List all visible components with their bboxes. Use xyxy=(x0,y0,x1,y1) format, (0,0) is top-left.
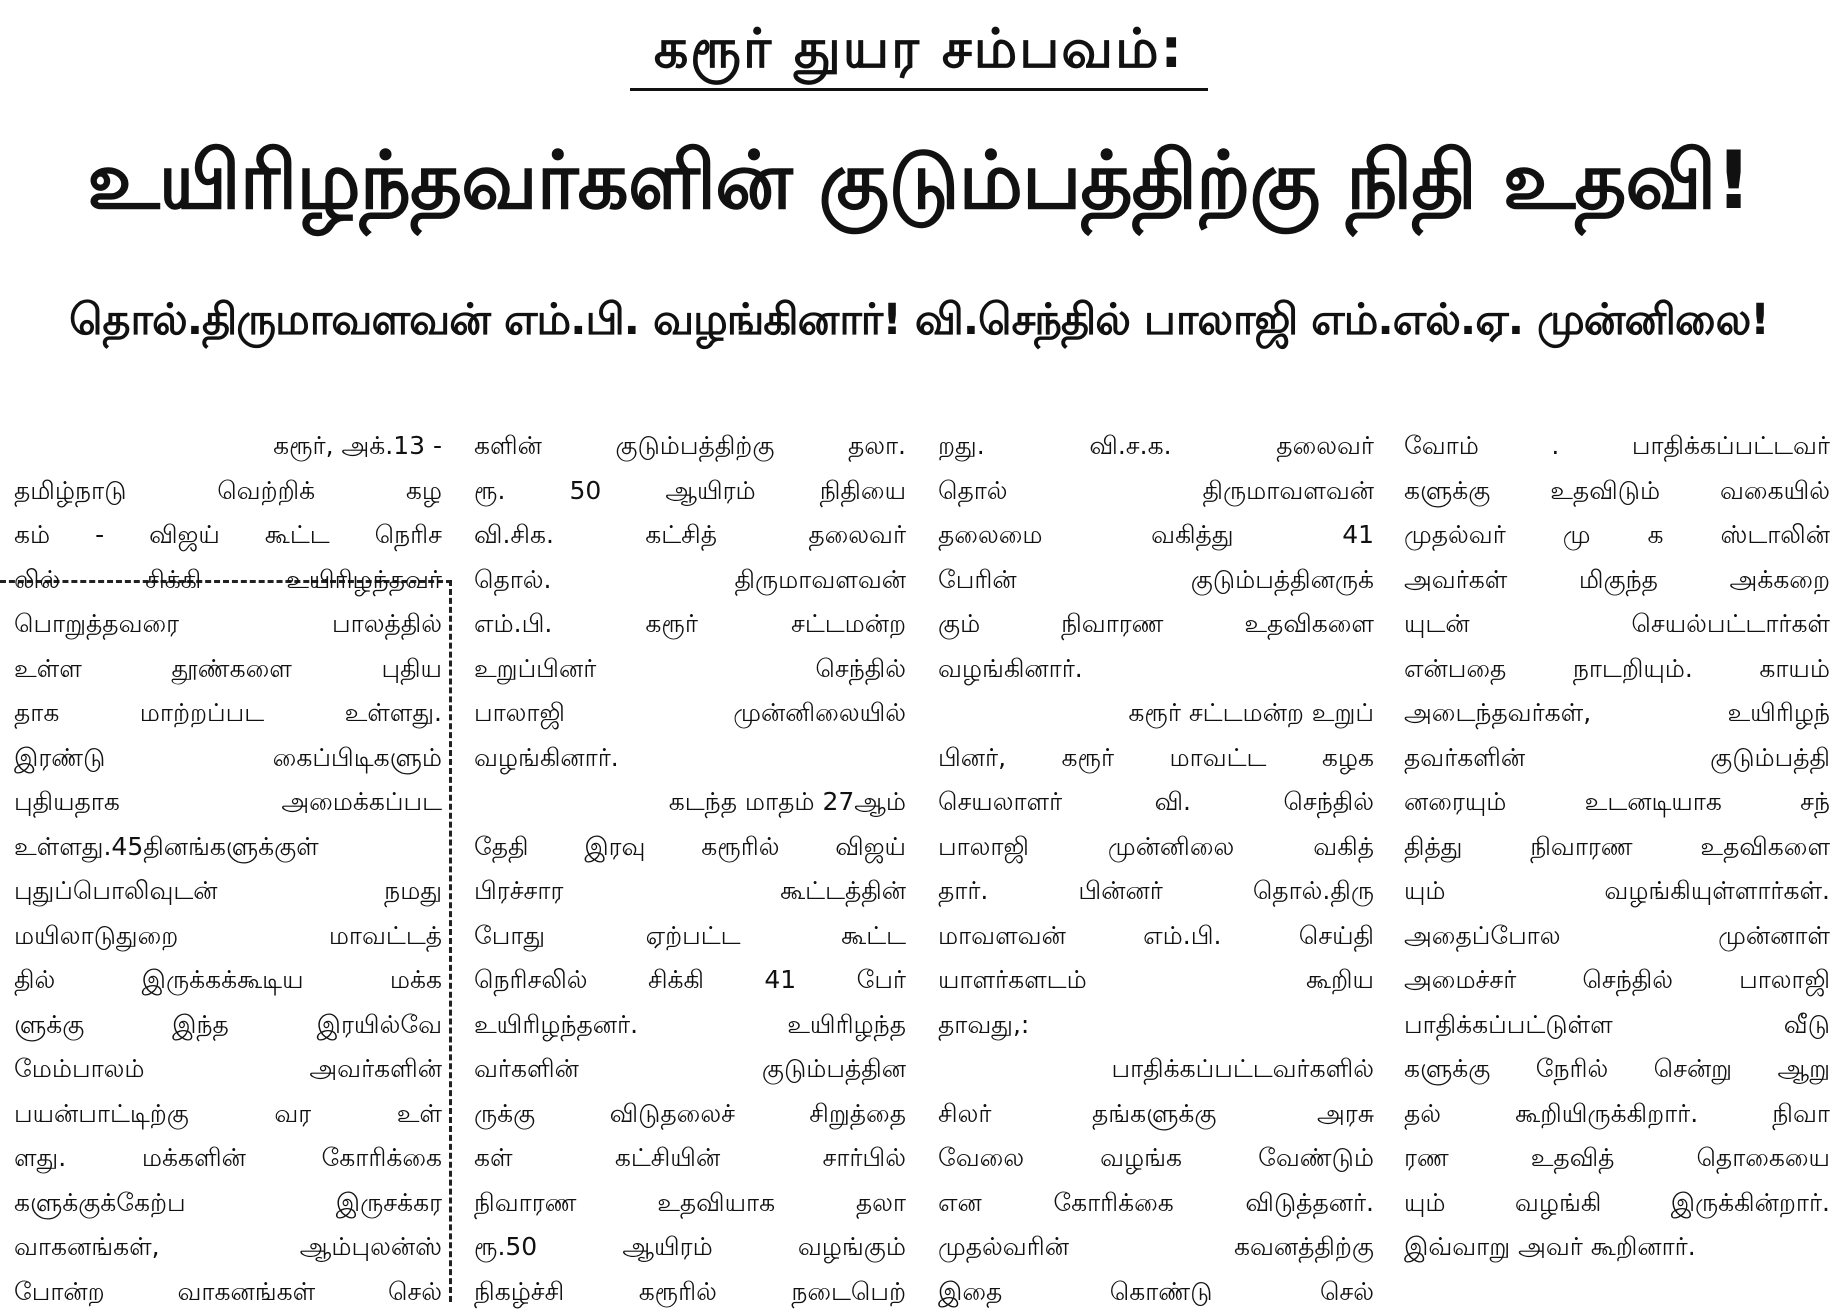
text-line: பாலாஜி முன்னிலை வகித் xyxy=(938,825,1374,870)
text-line: வாகனங்கள், ஆம்புலன்ஸ் xyxy=(14,1225,442,1270)
text-line: வேலை வழங்க வேண்டும் xyxy=(938,1136,1374,1181)
text-line: களுக்கு உதவிடும் வகையில் xyxy=(1404,469,1830,514)
text-line: ளுக்கு இந்த இரயில்வே xyxy=(14,1003,442,1048)
text-line: பொறுத்தவரை பாலத்தில் xyxy=(14,602,442,647)
text-line: தலைமை வகித்து 41 xyxy=(938,513,1374,558)
column-1-upper xyxy=(14,424,442,602)
text-line: யும் வழங்கியுள்ளார்கள். xyxy=(1404,869,1830,914)
text-line: போன்ற வாகனங்கள் செல் xyxy=(14,1270,442,1314)
text-line: புதுப்பொலிவுடன் நமது xyxy=(14,869,442,914)
text-line: அவர்கள் மிகுந்த அக்கறை xyxy=(1404,558,1830,603)
text-line: என்பதை நாடறியும். காயம் xyxy=(1404,647,1830,692)
text-line: வழங்கினார். xyxy=(938,647,1374,692)
text-line: ளது. மக்களின் கோரிக்கை xyxy=(14,1136,442,1181)
text-line: தித்து நிவாரண உதவிகளை xyxy=(1404,825,1830,870)
text-line: றது. வி.ச.க. தலைவர் xyxy=(938,424,1374,469)
text-line: புதியதாக அமைக்கப்பட xyxy=(14,780,442,825)
text-line: உள்ள தூண்களை புதிய xyxy=(14,647,442,692)
text-line: நிவாரண உதவியாக தலா xyxy=(474,1181,906,1226)
text-line: கடந்த மாதம் 27ஆம் xyxy=(474,780,906,825)
text-line: லில் சிக்கி உயிரிழந்தவர் xyxy=(14,558,442,603)
article-kicker: கரூர் துயர சம்பவம்: xyxy=(630,14,1208,91)
column-1-lower xyxy=(14,602,442,1314)
text-line: பேரின் குடும்பத்தினருக் xyxy=(938,558,1374,603)
text-line: தவர்களின் குடும்பத்தி xyxy=(1404,736,1830,781)
text-line: பயன்பாட்டிற்கு வர உள் xyxy=(14,1092,442,1137)
text-line: தொல். திருமாவளவன் xyxy=(474,558,906,603)
column-3 xyxy=(938,424,1374,1314)
text-line: இரண்டு கைப்பிடிகளும் xyxy=(14,736,442,781)
text-line: தாவது,: xyxy=(938,1003,1374,1048)
text-line: வி.சிக. கட்சித் தலைவர் xyxy=(474,513,906,558)
text-line: கரூர் சட்டமன்ற உறுப் xyxy=(938,691,1374,736)
text-line: பினர், கரூர் மாவட்ட கழக xyxy=(938,736,1374,781)
text-line: களுக்குக்கேற்ப இருசக்கர xyxy=(14,1181,442,1226)
text-line: பாதிக்கப்பட்டவர்களில் xyxy=(938,1047,1374,1092)
text-line: பாலாஜி முன்னிலையில் xyxy=(474,691,906,736)
article-subheadline: தொல்.திருமாவளவன் எம்.பி. வழங்கினார்! வி.செந்தில் பாலாஜி எம்.எல்.ஏ. முன்னிலை! xyxy=(0,284,1838,356)
text-line: உள்ளது.45தினங்களுக்குள் xyxy=(14,825,442,870)
text-line: களின் குடும்பத்திற்கு தலா. xyxy=(474,424,906,469)
text-line: தொல் திருமாவளவன் xyxy=(938,469,1374,514)
text-line: பிரச்சார கூட்டத்தின் xyxy=(474,869,906,914)
text-line: ருக்கு விடுதலைச் சிறுத்தை xyxy=(474,1092,906,1137)
text-line: மாவளவன் எம்.பி. செய்தி xyxy=(938,914,1374,959)
column-2 xyxy=(474,424,906,1314)
text-line: முதல்வரின் கவனத்திற்கு xyxy=(938,1225,1374,1270)
kicker-wrap xyxy=(0,14,1838,91)
text-line: ரண உதவித் தொகையை xyxy=(1404,1136,1830,1181)
text-line: கும் நிவாரண உதவிகளை xyxy=(938,602,1374,647)
text-line: தேதி இரவு கரூரில் விஜய் xyxy=(474,825,906,870)
text-line: ரூ.50 ஆயிரம் வழங்கும் xyxy=(474,1225,906,1270)
text-line: மயிலாடுதுறை மாவட்டத் xyxy=(14,914,442,959)
text-line: வர்களின் குடும்பத்தின xyxy=(474,1047,906,1092)
text-line: செயலாளர் வி. செந்தில் xyxy=(938,780,1374,825)
text-line: யாளர்களடம் கூறிய xyxy=(938,958,1374,1003)
text-line: தாக மாற்றப்பட உள்ளது. xyxy=(14,691,442,736)
text-line: போது ஏற்பட்ட கூட்ட xyxy=(474,914,906,959)
text-line: பாதிக்கப்பட்டுள்ள வீடு xyxy=(1404,1003,1830,1048)
text-line: அதைப்போல முன்னாள் xyxy=(1404,914,1830,959)
text-line: னரையும் உடனடியாக சந் xyxy=(1404,780,1830,825)
text-line: தார். பின்னர் தொல்.திரு xyxy=(938,869,1374,914)
article-headline: உயிரிழந்தவர்களின் குடும்பத்திற்கு நிதி உதவி! xyxy=(0,122,1838,240)
column-4 xyxy=(1404,424,1830,1270)
text-line: களுக்கு நேரில் சென்று ஆறு xyxy=(1404,1047,1830,1092)
text-line: மேம்பாலம் அவர்களின் xyxy=(14,1047,442,1092)
text-line: முதல்வர் மு க ஸ்டாலின் xyxy=(1404,513,1830,558)
text-line: வழங்கினார். xyxy=(474,736,906,781)
text-line: தல் கூறியிருக்கிறார். நிவா xyxy=(1404,1092,1830,1137)
text-line: நெரிசலில் சிக்கி 41 பேர் xyxy=(474,958,906,1003)
text-line: யும் வழங்கி இருக்கின்றார். xyxy=(1404,1181,1830,1226)
text-line: உறுப்பினர் செந்தில் xyxy=(474,647,906,692)
text-line: ரூ. 50 ஆயிரம் நிதியை xyxy=(474,469,906,514)
dateline: கரூர், அக்.13 - xyxy=(14,424,442,469)
text-line: கள் கட்சியின் சார்பில் xyxy=(474,1136,906,1181)
text-line: இதை கொண்டு செல் xyxy=(938,1270,1374,1314)
text-line: யுடன் செயல்பட்டார்கள் xyxy=(1404,602,1830,647)
text-line: அடைந்தவர்கள், உயிரிழந் xyxy=(1404,691,1830,736)
text-line: அமைச்சர் செந்தில் பாலாஜி xyxy=(1404,958,1830,1003)
text-line: கம் - விஜய் கூட்ட நெரிச xyxy=(14,513,442,558)
text-line: உயிரிழந்தனர். உயிரிழந்த xyxy=(474,1003,906,1048)
text-line: சிலர் தங்களுக்கு அரசு xyxy=(938,1092,1374,1137)
text-line: என கோரிக்கை விடுத்தனர். xyxy=(938,1181,1374,1226)
text-line: நிகழ்ச்சி கரூரில் நடைபெற் xyxy=(474,1270,906,1314)
text-line: வோம் . பாதிக்கப்பட்டவர் xyxy=(1404,424,1830,469)
text-line: இவ்வாறு அவர் கூறினார். xyxy=(1404,1225,1830,1270)
text-line: எம்.பி. கரூர் சட்டமன்ற xyxy=(474,602,906,647)
text-line: தில் இருக்கக்கூடிய மக்க xyxy=(14,958,442,1003)
text-line: தமிழ்நாடு வெற்றிக் கழ xyxy=(14,469,442,514)
